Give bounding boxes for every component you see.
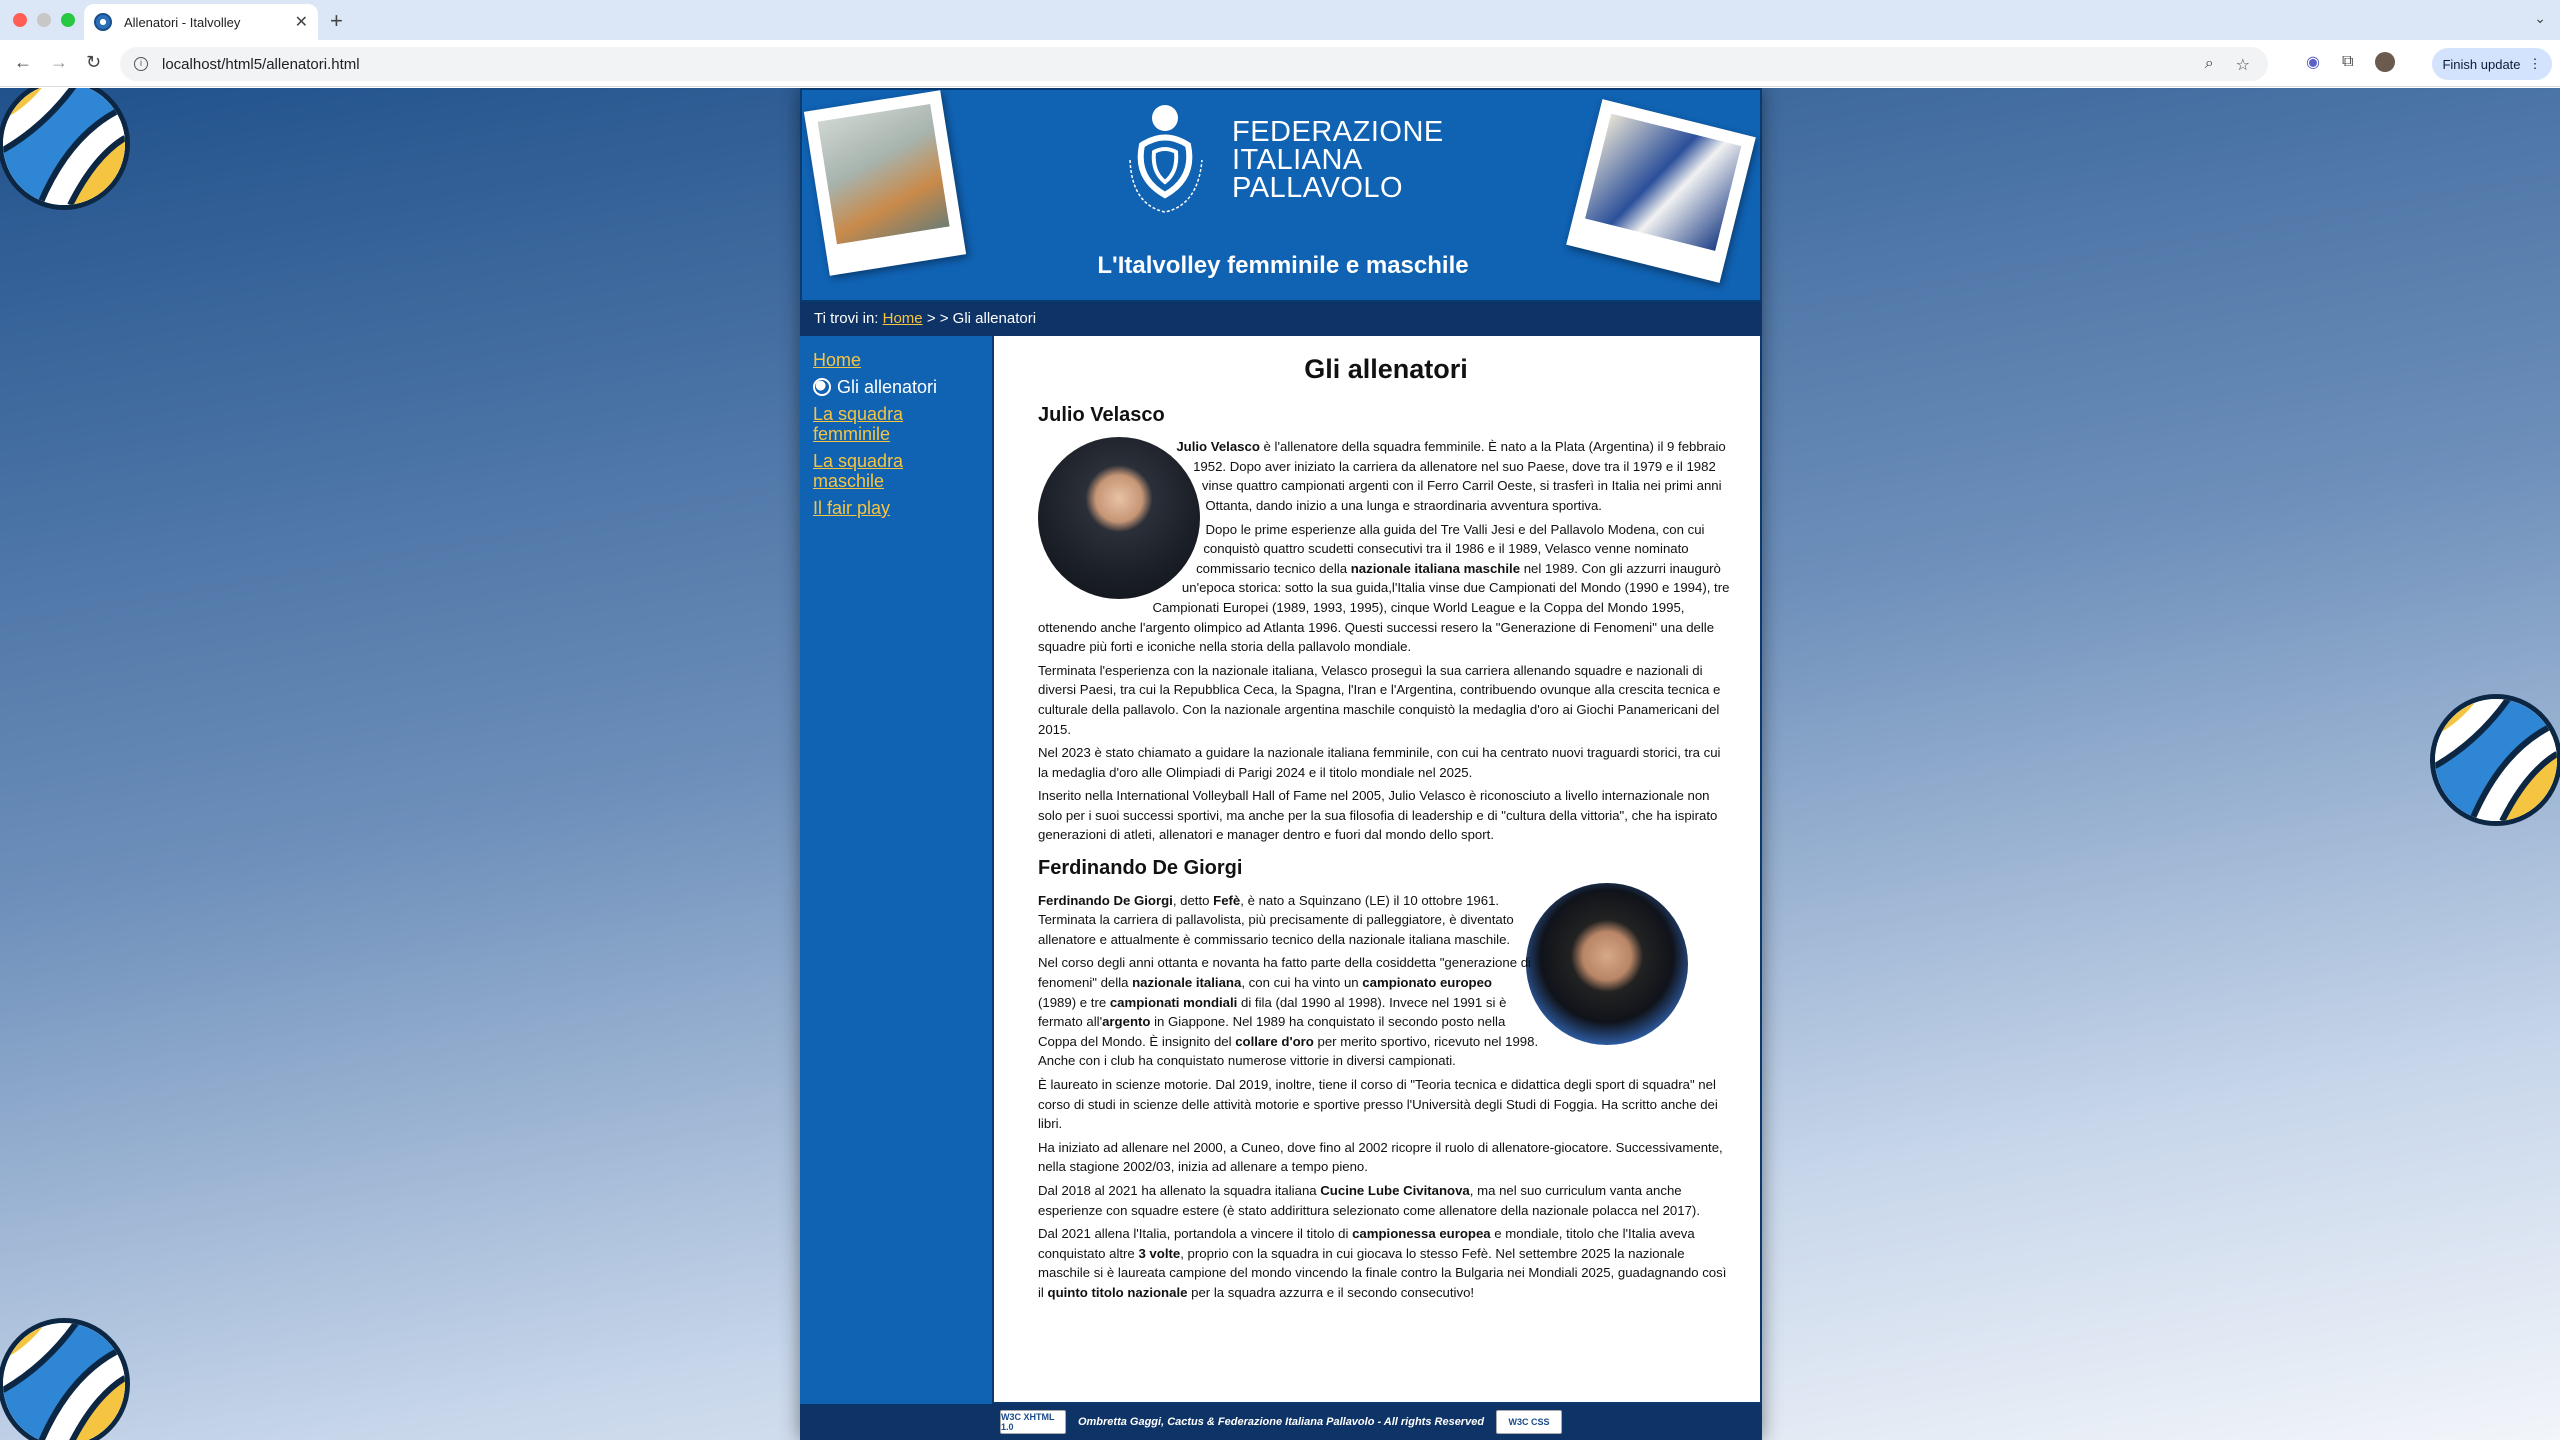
tab-title: Allenatori - Italvolley bbox=[124, 14, 241, 30]
address-bar[interactable] bbox=[120, 47, 2268, 81]
bold-name: Julio Velasco bbox=[1176, 439, 1260, 455]
degiorgi-paragraph: Ha iniziato ad allenare nel 2000, a Cuneo, dove fino al 2002 ricopre il ruolo di allenatore-giocatore. Successivamente, nella stagione 2002/03, inizia ad allenare a tempo pieno. bbox=[1038, 1139, 1723, 1175]
bold-text: Cucine Lube Civitanova bbox=[1320, 1182, 1470, 1198]
close-window-button[interactable] bbox=[13, 13, 27, 27]
sidebar-nav bbox=[800, 336, 992, 1404]
w3c-css-badge[interactable]: W3C CSS bbox=[1496, 1410, 1562, 1434]
breadcrumb-prefix: Ti trovi in: bbox=[814, 310, 879, 327]
minimize-window-button[interactable] bbox=[37, 13, 51, 27]
bold-text: nazionale italiana maschile bbox=[1350, 560, 1521, 576]
text: , detto bbox=[1172, 892, 1214, 908]
browser-tab-bar bbox=[0, 0, 2560, 40]
maximize-window-button[interactable] bbox=[61, 13, 75, 27]
text: , proprio con la squadra in cui giocava lo stesso Fefè. Nel settembre 2025 la nazionale maschile si è laureata campione del mondo vincendo la finale contro la Bulgaria nei Mondiali 2025, guadagnando così il bbox=[1038, 1245, 1727, 1300]
bold-text: argento bbox=[1102, 1014, 1151, 1030]
page-title: Gli allenatori bbox=[1304, 354, 1468, 384]
velasco-portrait bbox=[1038, 437, 1200, 599]
finish-update-button[interactable] bbox=[2432, 48, 2552, 80]
window-controls bbox=[13, 13, 75, 27]
browser-toolbar bbox=[0, 40, 2560, 87]
logo-line: ITALIANA bbox=[1232, 144, 1363, 176]
text: è l'allenatore della squadra femminile. È nato a la Plata (Argentina) il 9 febbraio 1952. Dopo aver iniziato la carriera da allenatore nel suo Paese, dove tra il 1979 e il 1982 vinse quattro campionati argenti con il Ferro Carril Oeste, si trasferì in Italia nei primi anni Ottanta, dando inizio a una lunga e straordinaria avventura sportiva. bbox=[1193, 439, 1726, 513]
text: Dopo le prime esperienze alla guida del Tre Valli Jesi e del Pallavolo Modena, con cui conquistò quattro scudetti consecutivi tra il 1986 e il 1989, Velasco venne nominato commissario tecnico della bbox=[1196, 521, 1705, 576]
text: , ma nel suo curriculum vanta anche esperienze con squadre estere (è stato addirittura selezionato come allenatore della nazionale polacca nel 2017). bbox=[1038, 1182, 1700, 1218]
text: in Giappone. Nel 1989 ha conquistato il secondo posto nella Coppa del Mondo. È insignito del bbox=[1038, 1014, 1506, 1049]
volleyball-decoration-icon bbox=[0, 1318, 130, 1440]
site-header bbox=[800, 88, 1762, 302]
zoom-icon[interactable]: ⌕ bbox=[2204, 55, 2214, 72]
fipav-logo-icon bbox=[1120, 100, 1250, 220]
volleyball-bullet-icon bbox=[813, 378, 831, 396]
finish-update-label: Finish update bbox=[2442, 56, 2521, 72]
volleyball-favicon-icon bbox=[94, 13, 112, 31]
extension-shield-icon[interactable]: ◉ bbox=[2306, 54, 2320, 71]
bold-text: campionati mondiali bbox=[1109, 994, 1238, 1010]
text: , con cui ha vinto un bbox=[1241, 975, 1363, 991]
back-arrow-icon[interactable]: ← bbox=[14, 52, 32, 72]
text: nel 1989. Con gli azzurri inaugurò un'epoca storica: sotto la sua guida,l'Italia vinse due Campionati del Mondo (1990 e 1994), tre Campionati Europei (1989, 1993, 1995), cinque World League e la Coppa del Mondo 1995, ottenendo anche l'argento olimpico ad Atlanta 1996. Questi successi resero la "Generazione di Fenomeni" una delle squadre più forti e iconiche nella storia della pallavolo mondiale. bbox=[1038, 560, 1730, 655]
sidebar-item-home[interactable]: Home bbox=[813, 350, 862, 370]
bold-name: Ferdinando De Giorgi bbox=[1038, 892, 1173, 908]
text: Dal 2021 allena l'Italia, portandola a vincere il titolo di bbox=[1038, 1226, 1353, 1242]
bold-text: campionato europeo bbox=[1362, 975, 1492, 991]
site-footer bbox=[800, 1404, 1762, 1440]
sidebar-item-squadra-femminile[interactable]: La squadra femminile bbox=[813, 404, 904, 444]
volleyball-decoration-icon bbox=[0, 88, 130, 210]
bold-text: nazionale italiana bbox=[1132, 975, 1242, 991]
degiorgi-paragraph: È laureato in scienze motorie. Dal 2019, inoltre, tiene il corso di "Teoria tecnica e didattica degli sport di squadra" nel corso di studi in scienze delle attività motorie e sportive presso l'Università degli Studi di Foggia. Ha scritto anche dei libri. bbox=[1038, 1077, 1718, 1132]
page-viewport bbox=[0, 88, 2560, 1440]
polaroid-photo-left bbox=[804, 90, 966, 276]
bold-text: Fefè bbox=[1213, 892, 1241, 908]
velasco-paragraph: Inserito nella International Volleyball Hall of Fame nel 2005, Julio Velasco è riconosciuto a livello internazionale non solo per i suoi successi sportivi, ma anche per la sua filosofia di leadership e di "cultura della vittoria", che ha ispirato generazioni di atleti, allenatori e manager dentro e fuori dal mondo dello sport. bbox=[1038, 788, 1718, 843]
velasco-paragraph: Nel 2023 è stato chiamato a guidare la nazionale italiana femminile, con cui ha centrato nuovi traguardi storici, tra cui la medaglia d'oro alle Olimpiadi di Parigi 2024 e il titolo mondiale nel 2025. bbox=[1038, 745, 1721, 780]
text: e mondiale, titolo che l'Italia aveva conquistato altre bbox=[1038, 1226, 1695, 1261]
footer-credits: Ombretta Gaggi, Cactus & Federazione Italiana Pallavolo - All rights Reserved bbox=[1077, 1416, 1485, 1428]
new-tab-icon[interactable]: + bbox=[330, 8, 343, 33]
text: , è nato a Squinzano (LE) il 10 ottobre 1961. Terminata la carriera di pallavolista, più precisamente di palleggiatore, è diventato allenatore e attualmente è commissario tecnico della nazionale italiana maschile. bbox=[1038, 892, 1514, 947]
text: per merito sportivo, ricevuto nel 1998. Anche con i club ha conquistato numerose vittorie in diversi campionati. bbox=[1038, 1033, 1539, 1069]
text: Nel corso degli anni ottanta e novanta ha fatto parte della cosiddetta "generazione di fenomeni" della bbox=[1038, 955, 1531, 991]
text: Dal 2018 al 2021 ha allenato la squadra italiana bbox=[1038, 1182, 1321, 1198]
section-heading-velasco: Julio Velasco bbox=[1038, 403, 1165, 426]
close-tab-icon[interactable]: ✕ bbox=[294, 14, 308, 31]
tab-search-chevron-icon[interactable]: ⌄ bbox=[2534, 10, 2546, 26]
text: (1989) e tre bbox=[1038, 994, 1110, 1010]
text: per la squadra azzurra e il secondo consecutivo! bbox=[1187, 1284, 1475, 1300]
w3c-xhtml-badge[interactable]: W3C XHTML 1.0 bbox=[1000, 1410, 1066, 1434]
site-info-icon[interactable]: i bbox=[134, 57, 148, 71]
bold-text: 3 volte bbox=[1138, 1245, 1181, 1261]
browser-tab[interactable] bbox=[84, 4, 318, 40]
degiorgi-paragraph bbox=[1038, 1224, 1734, 1302]
text: di fila (dal 1990 al 1998). Invece nel 1991 si è fermato all' bbox=[1038, 994, 1507, 1030]
sidebar-item-squadra-maschile[interactable]: La squadra maschile bbox=[813, 451, 904, 491]
reload-icon[interactable]: ↻ bbox=[86, 52, 102, 72]
bookmark-star-icon[interactable]: ☆ bbox=[2235, 57, 2250, 74]
bold-text: campionessa europea bbox=[1352, 1226, 1491, 1242]
sidebar-item-fair-play[interactable]: Il fair play bbox=[813, 498, 891, 518]
extensions-puzzle-icon[interactable]: ⧉ bbox=[2341, 53, 2354, 70]
section-heading-degiorgi: Ferdinando De Giorgi bbox=[1038, 857, 1243, 880]
velasco-paragraph: Terminata l'esperienza con la nazionale italiana, Velasco proseguì la sua carriera allenando squadre e nazionali di diversi Paesi, tra cui la Repubblica Ceca, la Spagna, l'Iran e l'Argentina, contribuendo ovunque alla crescita tecnica e culturale della pallavolo. Con la nazionale argentina maschile conquistò la medaglia d'oro ai Giochi Panamericani del 2015. bbox=[1038, 662, 1721, 737]
forward-arrow-icon[interactable]: → bbox=[50, 52, 68, 72]
sidebar-item-label: Gli allenatori bbox=[837, 377, 938, 397]
extension-area bbox=[2306, 52, 2395, 72]
site-page bbox=[800, 88, 1762, 1440]
bold-text: quinto titolo nazionale bbox=[1047, 1284, 1188, 1300]
breadcrumb bbox=[800, 302, 1762, 336]
more-menu-icon: ⋮ bbox=[2528, 56, 2542, 71]
degiorgi-paragraph bbox=[1038, 1181, 1734, 1220]
logo-line: PALLAVOLO bbox=[1232, 172, 1404, 204]
logo-line: FEDERAZIONE bbox=[1232, 116, 1444, 148]
url-text: localhost/html5/allenatori.html bbox=[162, 55, 360, 73]
profile-avatar[interactable] bbox=[2375, 52, 2395, 72]
sidebar-item-allenatori bbox=[813, 377, 979, 397]
volleyball-decoration-icon bbox=[2430, 694, 2560, 826]
fipav-logo-text bbox=[1232, 118, 1444, 202]
site-subtitle: L'Italvolley femminile e maschile bbox=[1097, 252, 1469, 279]
breadcrumb-home-link[interactable]: Home bbox=[882, 310, 923, 327]
breadcrumb-separator: > > bbox=[926, 310, 949, 327]
bold-text: collare d'oro bbox=[1235, 1033, 1314, 1049]
degiorgi-portrait bbox=[1526, 883, 1688, 1045]
breadcrumb-current: Gli allenatori bbox=[952, 310, 1037, 327]
main-content bbox=[992, 336, 1762, 1404]
